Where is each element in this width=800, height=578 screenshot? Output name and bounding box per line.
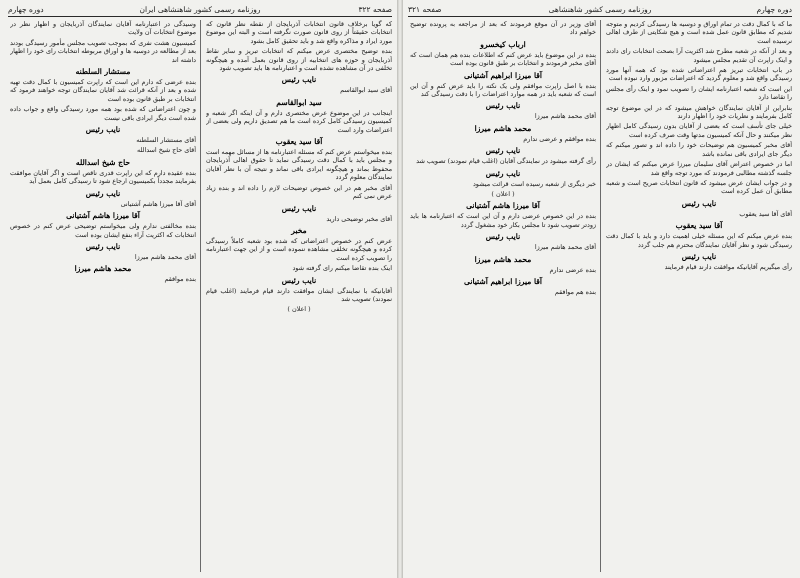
speaker-heading: آقا میرزا هاشم آشتیانی <box>466 201 540 211</box>
paragraph: وسیدگی در اعتبارنامه آقایان نمایندگان آذربایجان و اظهار نظر در موضوع انتخابات آن ولایت <box>10 20 196 37</box>
paragraph: و چون اعتراضاتی که شده بود همه مورد رسیدگی واقع و جواب داده شده است دیگر ایرادی باقی نیست <box>10 105 196 122</box>
paragraph: این است که شعبه اعتبارنامه ایشان را تصویب نمود و اینک رأی مجلس را تقاضا دارد <box>606 84 792 102</box>
paragraph: اینجانب در این موضوع عرض مختصری دارم و آن اینکه اگر شعبه و کمیسیون رسیدگی کامل کرده است ما هم تصدیق داریم ولی بعضی از اعتراضات وارد است <box>206 108 392 134</box>
paragraph: خیلی جای تأسف است که بعضی از آقایان بدون رسیدگی کامل اظهار نظر میکنند و حال آنکه کمیسیون مدتها وقت صرف کرده است <box>606 122 792 139</box>
speaker-heading: سید ابوالقاسم <box>276 97 322 107</box>
paragraph: آقای وزیر در آن موقع فرمودند که بعد از مراجعه به پرونده توضیح خواهم داد <box>410 20 596 37</box>
left-page-masthead: روزنامه رسمی کشور شاهنشاهی ایران <box>139 5 261 14</box>
speaker-heading: محمد هاشم میرزا <box>474 254 532 264</box>
paragraph: عرض کنم در خصوص اعتراضاتی که شده بود شعبه کاملاً رسیدگی کرده و هیچگونه تخلفی مشاهده ننموده است و از این جهت اعتبارنامه را تصویب کرده است <box>206 236 392 262</box>
paragraph: آقای محمد هاشم میرزا <box>134 252 196 261</box>
paragraph: بنده موافقم <box>164 275 196 284</box>
paragraph: اینک بنده تقاضا میکنم رای گرفته شود <box>292 264 392 273</box>
right-page-column-divider <box>600 20 601 572</box>
paragraph: خبر دیگری از شعبه رسیده است قرائت میشود <box>472 179 596 188</box>
paragraph: بنده هم موافقم <box>554 288 596 297</box>
paragraph: آقای آقا میرزا هاشم آشتیانی <box>120 199 196 208</box>
speaker-heading: نایب رئیس <box>681 251 717 261</box>
section-note: ( اعلان ) <box>287 305 311 314</box>
paragraph: بنده عرض میکنم که این مسئله خیلی اهمیت دارد و باید با کمال دقت رسیدگی شود و نظر آقایان نمایندگان محترم هم جلب گردد <box>606 232 792 249</box>
speaker-heading: نایب رئیس <box>485 232 521 242</box>
paragraph: و بعد از آنکه در شعبه مطرح شد اکثریت آرا بصحت انتخابات رای دادند و اینک راپرت آن تقدیم مجلس میشود <box>606 47 792 64</box>
speaker-heading: نایب رئیس <box>485 146 521 156</box>
right-page-header <box>408 3 792 17</box>
right-page-masthead: روزنامه رسمی کشور شاهنشاهی <box>548 5 652 14</box>
paragraph: بنده توضیح مختصری عرض میکنم که انتخابات تبریز و سایر نقاط آذربایجان و حوزه های انتخابیه از روی قانون بعمل آمده و هیچگونه تخلفی در آن مشاهده نشده است و اعتبارنامه ها باید تصویب شود <box>206 47 392 73</box>
speaker-heading: نایب رئیس <box>85 125 121 135</box>
paragraph: بنده عرضی که دارم این است که راپرت کمیسیون با کمال دقت تهیه شده و بعد از آنکه قرائت شد آقایان نمایندگان توجه خواهند فرمود که انتخابات بر طبق قانون بوده است <box>10 78 196 103</box>
paragraph: آقای محمد هاشم میرزا <box>534 112 596 121</box>
speaker-heading: نایب رئیس <box>681 198 717 208</box>
speaker-heading: نایب رئیس <box>85 188 121 198</box>
speaker-heading: نایب رئیس <box>485 168 521 178</box>
paragraph: آقای حاج شیخ اسدالله <box>136 146 196 155</box>
paragraph: رأی گرفته میشود در نمایندگی آقایان (اغلب قیام نمودند) تصویب شد <box>416 157 596 166</box>
speaker-heading: مستشار السلطنه <box>75 67 131 77</box>
left-page-number: صفحه ۳۲۲ <box>358 5 392 14</box>
paragraph: بنده موافقم و عرضی ندارم <box>523 134 596 143</box>
left-page-column-left <box>10 20 196 572</box>
paragraph: آقای مخبر هم در این خصوص توضیحات لازم را داده اند و بنده زیاد عرض نمی کنم <box>206 183 392 201</box>
right-page-column-right <box>606 20 792 572</box>
speaker-heading: آقا میرزا ابراهیم آشتیانی <box>464 70 542 80</box>
paragraph: و در جواب ایشان عرض میشود که قانون انتخابات صریح است و شعبه مطابق آن عمل کرده است <box>606 178 792 196</box>
left-page-column-divider <box>200 20 201 572</box>
paragraph: که گویا برخلاف قانون انتخابات آذربایجان از نقطه نظر قانون که انتخابات حقیقتاً از روی قانون صورت نگرفته است و البته این موضوع مورد ایراد و مذاکره واقع شد و باید تحقیق کامل بشود <box>206 20 392 45</box>
paragraph: آقای آقا سید یعقوب <box>739 209 792 218</box>
paragraph: بنده میخواستم عرض کنم که مسئله اعتبارنامه ها از مسائل مهمه است و مجلس باید با کمال دقت رسیدگی نماید تا حقوق اهالی آذربایجان محفوظ بماند و هیچگونه ایرادی باقی نماند و نتیجه آن با نظر آقایان نمایندگان معلوم گردد <box>206 148 392 182</box>
speaker-heading: نایب رئیس <box>485 101 521 111</box>
speaker-heading: نایب رئیس <box>281 75 317 85</box>
left-page-header <box>8 3 392 17</box>
section-note: ( اعلان ) <box>491 190 515 199</box>
right-page-period: دوره چهارم <box>756 5 792 14</box>
paragraph: بنده عقیده دارم که این راپرت قدری ناقص است و اگر آقایان موافقت بفرمایند مجدداً بکمیسیون ارجاع شود تا رسیدگی کامل بعمل آید <box>10 168 196 186</box>
speaker-heading: آقا سید یعقوب <box>675 221 723 231</box>
speaker-heading: ارباب کیخسرو <box>480 39 526 49</box>
speaker-heading: آقا میرزا ابراهیم آشتیانی <box>464 277 542 287</box>
speaker-heading: نایب رئیس <box>85 241 121 251</box>
paragraph: در باب انتخابات تبریز هم اعتراضاتی شده بود که همه آنها مورد رسیدگی واقع شد و معلوم گردید که اعتراضات مزبور وارد نبوده است <box>606 66 792 83</box>
paragraph: آقای محمد هاشم میرزا <box>534 243 596 252</box>
speaker-heading: نایب رئیس <box>281 275 317 285</box>
paragraph: بنده با اصل راپرت موافقم ولی یک نکته را باید عرض کنم و آن این است که شعبه باید در همه موارد اعتراضات را با دقت رسیدگی کند <box>410 81 596 99</box>
paragraph: آقای مخبر کمیسیون هم توضیحات خود را داده اند و تصور میکنم که دیگر جای ایرادی باقی نمانده باشد <box>606 141 792 158</box>
speaker-heading: مخبر <box>291 225 307 235</box>
paragraph: کمیسیون هشت نفری که بموجب تصویب مجلس مأمور رسیدگی بودند بعد از مطالعه در دوسیه ها و اوراق مربوطه انتخابات رای خود را اظهار داشته اند <box>10 38 196 64</box>
paragraph: بنده در این خصوص عرضی دارم و آن این است که اعتبارنامه ها باید زودتر تصویب شود تا مجلس بکار خود مشغول گردد <box>410 212 596 229</box>
speaker-heading: محمد هاشم میرزا <box>74 264 132 274</box>
speaker-heading: نایب رئیس <box>281 203 317 213</box>
left-page-column-right <box>206 20 392 572</box>
left-page-period: دوره چهارم <box>8 5 44 14</box>
speaker-heading: محمد هاشم میرزا <box>474 123 532 133</box>
paragraph: بنده مخالفتی ندارم ولی میخواستم توضیحی عرض کنم در خصوص انتخابات که اکثریت آراء بنفع ایشان بوده است <box>10 222 196 239</box>
paragraph: آقای سید ابوالقاسم <box>340 86 392 95</box>
speaker-heading: حاج شیخ اسدالله <box>75 157 131 167</box>
paragraph: اما در خصوص اعتراض آقای سلیمان میرزا عرض میکنم که ایشان در جلسه گذشته مطالبی فرمودند که مورد توجه واقع شد <box>606 160 792 177</box>
paragraph: رأی میگیریم آقایانیکه موافقت دارند قیام فرمایند <box>664 262 792 271</box>
paragraph: آقای مستشار السلطنه <box>136 136 196 145</box>
paragraph: بنده عرضی ندارم <box>549 265 596 274</box>
right-page <box>400 0 800 578</box>
speaker-heading: آقا میرزا هاشم آشتیانی <box>66 211 140 221</box>
paragraph: بنده در این موضوع باید عرض کنم که اطلاعات بنده هم همان است که آقای مخبر فرمودند و انتخابات بر طبق قانون بوده است <box>410 50 596 68</box>
right-page-column-left <box>410 20 596 572</box>
paragraph: ما که با کمال دقت در تمام اوراق و دوسیه ها رسیدگی کردیم و متوجه شدیم که مطابق قانون عمل شده است و هیچ شکایتی از طرف اهالی نرسیده است <box>606 20 792 45</box>
paragraph: آقای مخبر توضیحی دارید <box>326 214 392 223</box>
right-page-number: صفحه ۳۲۱ <box>408 5 442 14</box>
paragraph: آقایانیکه با نمایندگی ایشان موافقت دارند قیام فرمایند (اغلب قیام نمودند) تصویب شد <box>206 286 392 303</box>
paragraph: بنابراین از آقایان نمایندگان خواهش میشود که در این موضوع توجه کامل بفرمایند و نظریات خود را اظهار دارند <box>606 103 792 121</box>
speaker-heading: آقا سید یعقوب <box>275 137 323 147</box>
